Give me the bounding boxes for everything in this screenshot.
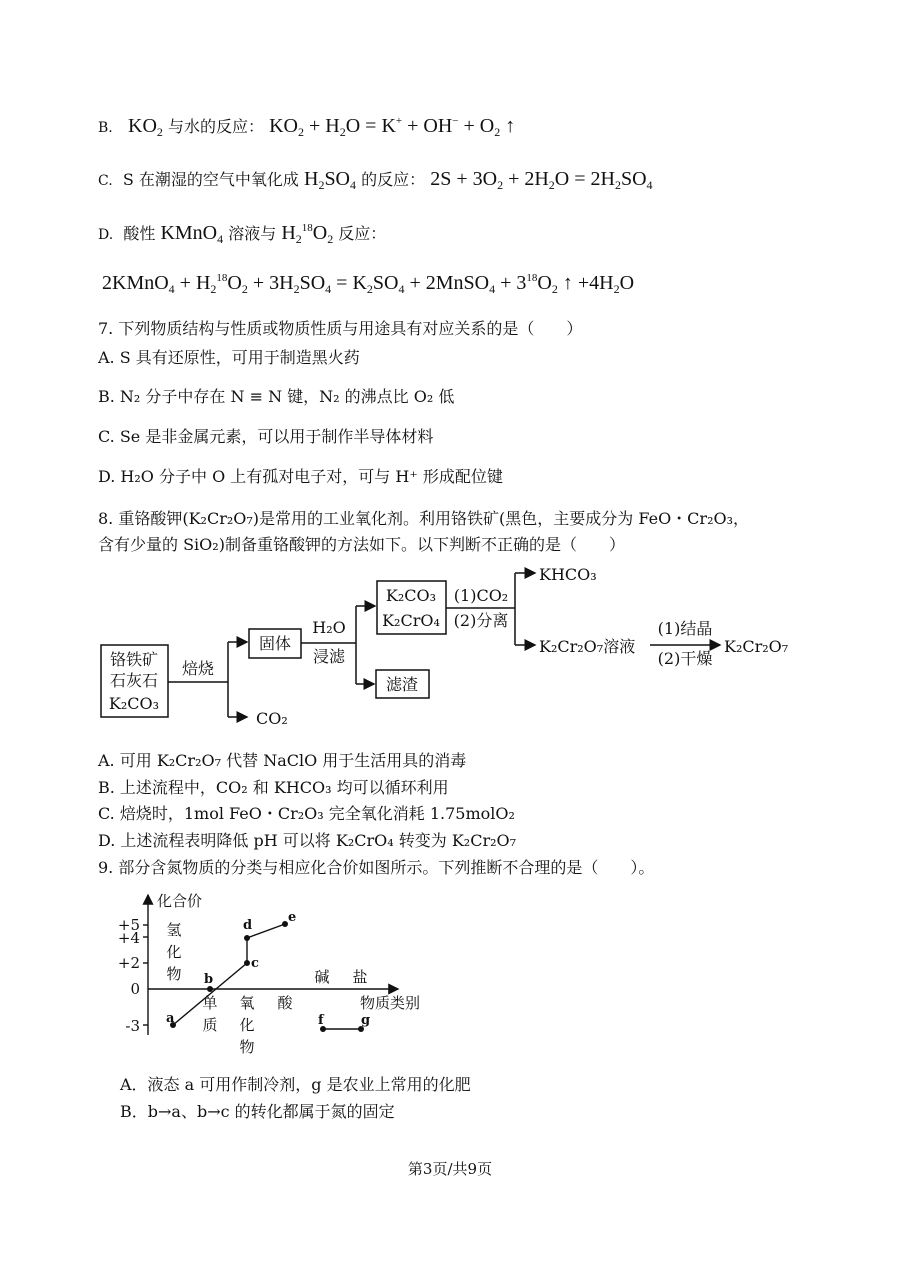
point-b: b — [204, 972, 214, 987]
flow-mix2: K₂CrO₄ — [382, 611, 440, 630]
cat-element-2: 质 — [202, 1016, 218, 1034]
ytick-plus4: +4 — [117, 929, 140, 947]
q6-option-c: C. S 在潮湿的空气中氧化成 $H_2SO_4$ 的反应： $2S + 3O_2 + 2H_2O = 2H_2SO_4$ — [98, 168, 653, 192]
q6-option-b: B. $KO_2$ 与水的反应： $KO_2 + H_2O = K^+ + OH^- + O_2$ ↑ — [98, 115, 516, 139]
flow-step1: (1)CO₂ — [453, 586, 509, 605]
cat-hydride-3: 物 — [166, 965, 182, 983]
flow-co2-out: CO₂ — [256, 709, 288, 728]
cat-oxide-2: 化 — [239, 1016, 255, 1034]
flow-raw2: 石灰石 — [109, 671, 159, 690]
cat-salt: 盐 — [352, 968, 368, 986]
cat-oxide-1: 氧 — [239, 994, 255, 1012]
q8-stem-line1: 8. 重铬酸钾(K₂Cr₂O₇)是常用的工业氧化剂。利用铬铁矿(黑色，主要成分为 FeO・Cr₂O₃， — [98, 509, 750, 528]
q7-option-c: C. Se 是非金属元素，可以用于制作半导体材料 — [98, 427, 434, 446]
flow-product: K₂Cr₂O₇ — [724, 637, 789, 656]
point-e: e — [288, 910, 297, 925]
flow-step2: (2)分离 — [453, 611, 509, 630]
q6-option-d: D. 酸性 KMnO$_4$ 溶液与 $H_2^{18}O_2$ 反应： — [98, 222, 387, 246]
ytick-minus3: -3 — [125, 1017, 140, 1035]
flow-khco3: KHCO₃ — [539, 565, 597, 584]
q7-stem: 7. 下列物质结构与性质或物质性质与用途具有对应关系的是（ ） — [98, 319, 583, 338]
q8-option-a: A. 可用 K₂Cr₂O₇ 代替 NaClO 用于生活用具的消毒 — [98, 751, 467, 770]
ytick-zero: 0 — [130, 980, 140, 998]
flow-solid: 固体 — [258, 634, 292, 653]
flow-roast: 焙烧 — [181, 659, 215, 678]
flow-raw3: K₂CO₃ — [108, 694, 160, 713]
flow-residue: 滤渣 — [385, 675, 419, 694]
flow-solution: K₂Cr₂O₇溶液 — [539, 637, 636, 656]
cat-base: 碱 — [314, 968, 330, 986]
q8-option-b: B. 上述流程中，CO₂ 和 KHCO₃ 均可以循环利用 — [98, 778, 449, 797]
q9-stem: 9. 部分含氮物质的分类与相应化合价如图所示。下列推断不合理的是（ ）。 — [98, 858, 655, 877]
q9-valence-chart — [0, 880, 900, 1060]
cat-element-1: 单 — [202, 994, 218, 1012]
cat-acid: 酸 — [277, 994, 293, 1012]
flow-mix1: K₂CO₃ — [385, 586, 437, 605]
ytick-plus2: +2 — [117, 954, 140, 972]
q8-option-c: C. 焙烧时，1mol FeO・Cr₂O₃ 完全氧化消耗 1.75molO₂ — [98, 804, 515, 823]
point-a: a — [166, 1011, 175, 1026]
q7-option-d: D. H₂O 分子中 O 上有孤对电子对，可与 H⁺ 形成配位键 — [98, 467, 503, 486]
q7-option-a: A. S 具有还原性，可用于制造黑火药 — [98, 348, 360, 367]
q7-option-b: B. N₂ 分子中存在 N ≡ N 键，N₂ 的沸点比 O₂ 低 — [98, 387, 455, 406]
cat-oxide-3: 物 — [239, 1038, 255, 1056]
point-d: d — [243, 918, 253, 933]
point-c: c — [251, 956, 259, 971]
page-footer: 第3页/共9页 — [407, 1160, 493, 1178]
q8-stem-line2: 含有少量的 SiO₂)制备重铬酸钾的方法如下。以下判断不正确的是（ ） — [98, 535, 625, 554]
flow-leach: 浸滤 — [312, 647, 346, 666]
chart-xlabel: 物质类别 — [360, 994, 421, 1012]
ytick-plus5: +5 — [117, 916, 140, 934]
q6-option-d-equation: 2KMnO$_4$ + $H_2^{18}O_2 + 3H_2SO_4 = K_2SO_4$ + 2MnSO$_4$ + $3^{18}O_2$ ↑ $+4H_2O$ — [102, 272, 635, 296]
flow-dry: (2)干燥 — [657, 649, 713, 668]
flow-cryst: (1)结晶 — [657, 619, 713, 638]
chart-ylabel: 化合价 — [157, 892, 203, 910]
flow-water: H₂O — [312, 618, 346, 637]
q9-option-a: A．液态 a 可用作制冷剂，g 是农业上常用的化肥 — [120, 1075, 471, 1094]
q9-option-b: B．b→a、b→c 的转化都属于氮的固定 — [120, 1102, 395, 1121]
cat-hydride-1: 氢 — [166, 921, 182, 939]
cat-hydride-2: 化 — [166, 943, 182, 961]
q8-flow-diagram — [0, 560, 900, 745]
point-g: g — [361, 1013, 371, 1028]
point-f: f — [318, 1013, 324, 1028]
flow-raw1: 铬铁矿 — [109, 650, 159, 669]
q8-option-d: D. 上述流程表明降低 pH 可以将 K₂CrO₄ 转变为 K₂Cr₂O₇ — [98, 831, 517, 850]
